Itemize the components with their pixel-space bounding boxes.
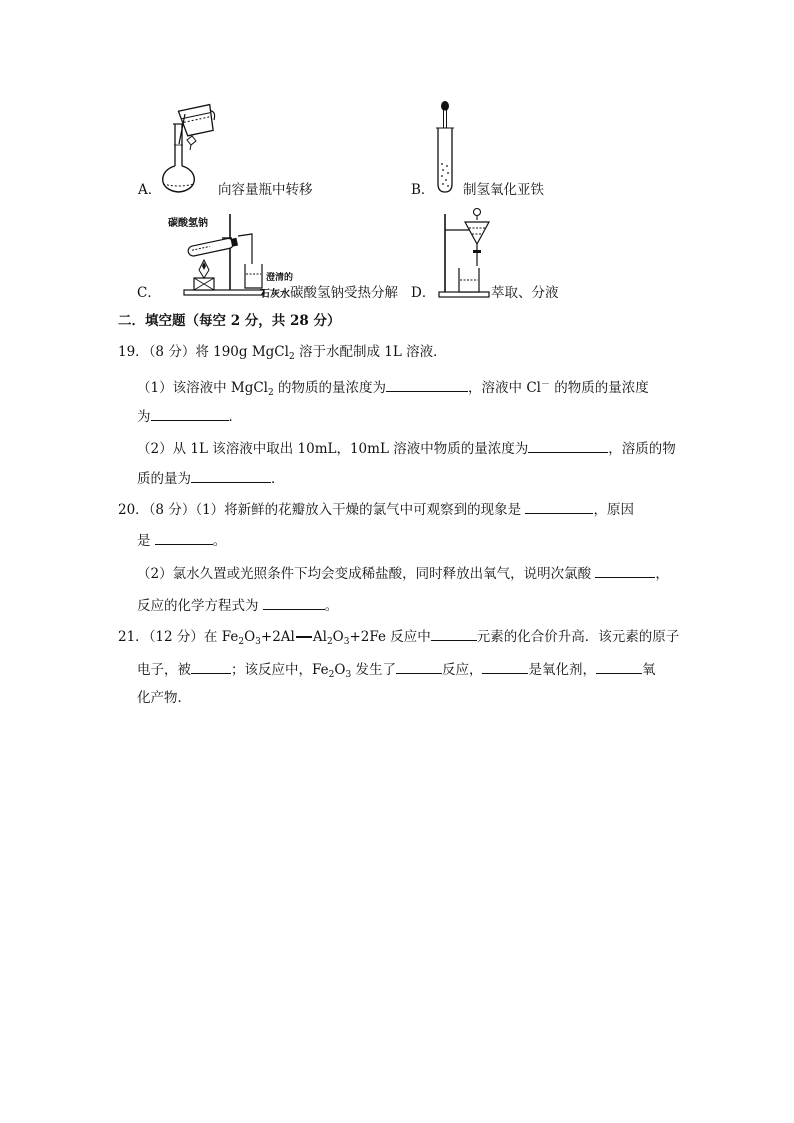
option-b-text: 制氢氧化亚铁: [463, 182, 544, 198]
q21-g: 元素的化合价升高．该元素的原子: [476, 629, 680, 645]
q19-p1-f: ．: [228, 409, 242, 425]
q20-part1-cont: [137, 530, 226, 550]
q21-s6: 3: [345, 670, 352, 680]
q19-p1-sub: 2: [268, 388, 274, 398]
q19-p1-c: ，溶液中 Cl: [468, 380, 541, 396]
q20-p2-b: ，: [655, 566, 669, 582]
answer-blank[interactable]: [482, 659, 528, 674]
q21-e: O: [332, 629, 344, 645]
q20-p2-a: （2）氯水久置或光照条件下均会变成稀盐酸，同时释放出氧气，说明次氯酸: [137, 566, 596, 582]
q21-m: 是氧化剂，: [528, 662, 596, 678]
q19-part2-cont: [137, 468, 285, 488]
q21-s5: 2: [328, 670, 335, 680]
q19-stem: [118, 343, 447, 361]
option-a-text: 向容量瓶中转移: [218, 182, 313, 198]
q19-score: （8 分）: [148, 344, 196, 360]
answer-blank[interactable]: [191, 468, 271, 483]
q20-p1-c: 是: [137, 533, 155, 549]
q21-j: O: [334, 662, 346, 678]
q20-p1-b: ，原因: [593, 502, 634, 518]
q19-p1-a: （1）该溶液中 MgCl: [137, 380, 268, 396]
answer-blank[interactable]: [386, 377, 468, 392]
option-c-text: 碳酸氢钠受热分解: [290, 285, 398, 301]
q19-part1: [137, 377, 649, 397]
q20-p1-a: （1）将新鲜的花瓣放入干燥的氯气中可观察到的现象是: [195, 502, 526, 518]
q19-number: 19．: [118, 344, 149, 360]
option-c-label: C．: [137, 285, 161, 301]
q20-part2: [137, 563, 669, 583]
answer-blank[interactable]: [595, 563, 655, 578]
answer-blank[interactable]: [528, 438, 608, 453]
q21-n: 氧: [641, 662, 656, 678]
q19-stem-b: 溶于水配制成 1L 溶液．: [294, 344, 447, 360]
q21-a: 在 Fe: [203, 629, 239, 645]
q21-line1: [118, 626, 679, 646]
option-b-label: B．: [411, 182, 435, 198]
reaction-arrow: [296, 628, 312, 638]
q21-number: 21．: [118, 629, 149, 645]
separatory-funnel-figure: [437, 206, 493, 300]
q19-part1-cont: [137, 406, 242, 426]
q20-p2-c: 反应的化学方程式为: [137, 598, 263, 614]
q19-p2-b: ，溶质的物: [608, 441, 676, 457]
q21-l: 反应，: [441, 662, 483, 678]
answer-blank[interactable]: [151, 406, 229, 421]
answer-blank[interactable]: [525, 499, 593, 514]
q20-part1: [118, 499, 634, 519]
q21-h: 电子，被: [137, 662, 191, 678]
answer-blank[interactable]: [155, 530, 213, 545]
q19-p1-d: 的物质的量浓度: [550, 380, 649, 396]
q20-p2-d: 。: [324, 598, 339, 614]
answer-blank[interactable]: [431, 626, 477, 641]
q19-p1-e: 为: [137, 409, 151, 425]
q21-s1: 2: [238, 637, 245, 647]
q19-p2-a: （2）从 1L 该溶液中取出 10mL，10mL 溶液中物质的量浓度为: [137, 441, 529, 457]
q21-s3: 2: [326, 637, 333, 647]
answer-blank[interactable]: [191, 659, 231, 674]
q21-line3: [137, 689, 191, 707]
q21-d: Al: [312, 629, 327, 645]
q21-c: +2Al: [260, 629, 295, 645]
q21-k: 发生了: [351, 662, 396, 678]
q20-part2-cont: [137, 595, 338, 615]
q19-p1-b: 的物质的量浓度为: [273, 380, 387, 396]
q21-i: ；该反应中，Fe: [231, 662, 329, 678]
answer-blank[interactable]: [396, 659, 442, 674]
option-d-text: 萃取、分液: [491, 285, 559, 301]
q21-s2: 3: [255, 637, 261, 647]
answer-blank[interactable]: [596, 659, 642, 674]
fig-c-note2: 石灰水: [260, 289, 290, 300]
fig-c-note1: 澄清的: [266, 273, 294, 283]
q19-p2-c: 质的量为: [137, 471, 191, 487]
q21-score: （12 分）: [148, 629, 204, 645]
option-a-label: A．: [138, 182, 162, 198]
q21-b: O: [244, 629, 256, 645]
section-title: 二．填空题（每空 2 分，共 28 分）: [118, 313, 341, 329]
q20-number: 20．: [118, 502, 149, 518]
answer-blank[interactable]: [263, 595, 325, 610]
q19-p1-sup: －: [540, 380, 550, 390]
q20-p1-d: 。: [212, 533, 227, 549]
q19-stem-a: 将 190g MgCl: [195, 344, 289, 360]
q21-line2: [137, 659, 655, 679]
option-d-label: D．: [411, 285, 436, 301]
option-c-line: [260, 284, 398, 304]
q19-p2-d: ．: [271, 471, 285, 487]
q19-part2: [137, 438, 676, 458]
fig-c-label: 碳酸氢钠: [168, 218, 208, 229]
q21-s4: 3: [343, 637, 350, 647]
q21-o: 化产物．: [137, 690, 191, 706]
q20-score: （8 分）: [148, 502, 196, 518]
q19-stem-sub: 2: [288, 352, 295, 362]
test-tube-dropper-figure: [430, 98, 460, 198]
q21-f: +2Fe 反应中: [349, 629, 431, 645]
